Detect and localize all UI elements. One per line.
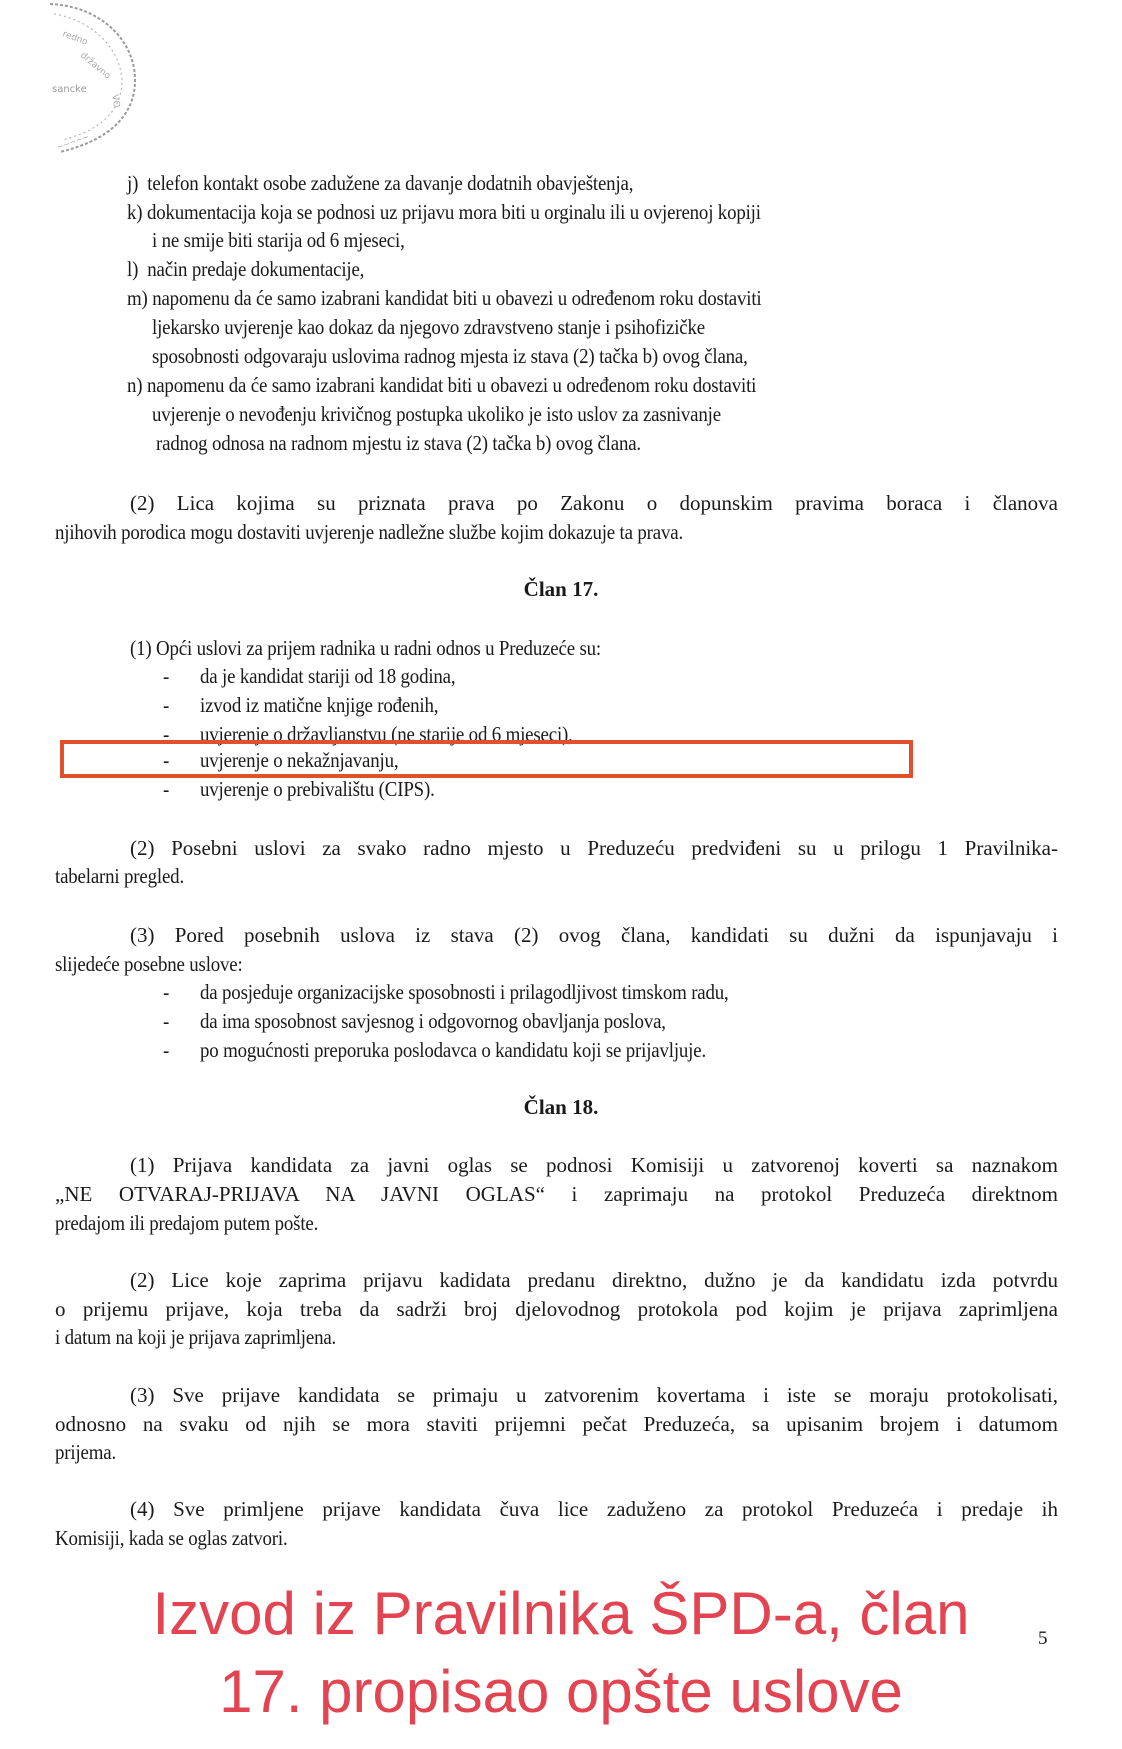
svg-text:sancke: sancke <box>52 84 87 95</box>
svg-text:redno: redno <box>60 29 89 48</box>
paragraph-2-line-1: (2) Lica kojima su priznata prava po Zakonu o dopunskim pravima boraca i članova <box>130 491 1058 515</box>
list-label: j) <box>127 171 139 195</box>
list-item-k-cont: i ne smije biti starija od 6 mjeseci, <box>152 228 405 252</box>
article-18-para-3-line-2: odnosno na svaku od njih se mora staviti prijemni pečat Preduzeća, sa upisanim brojem i datumom <box>55 1412 1058 1436</box>
article-17-para-3-line-1: (3) Pored posebnih uslova iz stava (2) ovog člana, kandidati su dužni da ispunjavaju i <box>130 923 1058 947</box>
article-18-para-2-line-2: o prijemu prijave, koja treba da sadrži broj djelovodnog protokola pod kojim je prijava zaprimljena <box>55 1297 1058 1321</box>
bullet: - <box>163 1009 170 1033</box>
article-17-para-2-line-1: (2) Posebni uslovi za svako radno mjesto u Preduzeću predviđeni su u prilogu 1 Pravilnika- <box>130 836 1058 860</box>
list-item-j <box>127 169 633 197</box>
special-condition-text: po mogućnosti preporuka poslodavca o kandidatu koji se prijavljuje. <box>200 1038 707 1062</box>
list-text: telefon kontakt osobe zadužene za davanje dodatnih obavještenja, <box>147 171 634 195</box>
official-stamp-icon <box>40 0 155 160</box>
article-18-para-2-line-1: (2) Lice koje zaprima prijavu kadidata predanu direktno, dužno je da kandidatu izda potvrdu <box>130 1268 1058 1292</box>
condition-text-highlighted: uvjerenje o nekažnjavanju, <box>200 748 399 772</box>
article-18-heading: Član 18. <box>523 1095 599 1119</box>
special-condition-item <box>163 1007 169 1035</box>
article-18-para-1-line-2: „NE OTVARAJ-PRIJAVA NA JAVNI OGLAS“ i zaprimaju na protokol Preduzeća direktnom <box>55 1182 1058 1206</box>
list-item-m-cont: sposobnosti odgovaraju uslovima radnog mjesta iz stava (2) tačka b) ovog člana, <box>152 344 748 368</box>
condition-item <box>163 662 169 690</box>
list-label: l) <box>127 257 139 281</box>
list-text: način predaje dokumentacije, <box>147 257 365 281</box>
list-item-m-cont: ljekarsko uvjerenje kao dokaz da njegovo zdravstveno stanje i psihofizičke <box>152 315 705 339</box>
article-17-para-2-line-2: tabelarni pregled. <box>55 864 185 888</box>
condition-item <box>163 775 169 803</box>
article-18-para-4-line-1: (4) Sve primljene prijave kandidata čuva lice zaduženo za protokol Preduzeća i predaje ih <box>130 1497 1058 1521</box>
list-text: dokumentacija koja se podnosi uz prijavu mora biti u orginalu ili u ovjerenoj kopiji <box>146 200 761 224</box>
list-label: k) <box>127 200 143 224</box>
list-item-m <box>127 284 762 312</box>
condition-item <box>163 691 169 719</box>
article-18-para-4-line-2: Komisiji, kada se oglas zatvori. <box>55 1526 288 1550</box>
list-item-n <box>127 371 756 399</box>
list-item-n-cont: radnog odnosa na radnom mjestu iz stava (2) tačka b) ovog člana. <box>156 431 641 455</box>
list-label: n) <box>127 373 143 397</box>
bullet: - <box>163 748 170 772</box>
article-18-para-2-line-3: i datum na koji je prijava zaprimljena. <box>55 1325 337 1349</box>
bullet: - <box>163 1038 170 1062</box>
svg-text:~~~~~: ~~~~~ <box>55 131 91 152</box>
special-condition-item <box>163 1036 169 1064</box>
condition-text: izvod iz matične knjige rođenih, <box>200 693 439 717</box>
page-number: 5 <box>1038 1628 1048 1649</box>
list-item-k <box>127 198 761 226</box>
bullet: - <box>163 664 170 688</box>
special-condition-text: da posjeduje organizacijske sposobnosti i prilagodljivost timskom radu, <box>200 980 729 1004</box>
special-condition-item <box>163 978 169 1006</box>
caption-line-1: Izvod iz Pravilnika ŠPD-a, član <box>152 1580 970 1647</box>
svg-text:VO: VO <box>109 93 122 109</box>
article-18-para-1-line-3: predajom ili predajom putem pošte. <box>55 1211 319 1235</box>
special-condition-text: da ima sposobnost savjesnog i odgovornog obavljanja poslova, <box>200 1009 666 1033</box>
list-item-n-cont: uvjerenje o nevođenju krivičnog postupka ukoliko je isto uslov za zasnivanje <box>152 402 721 426</box>
bullet: - <box>163 980 170 1004</box>
article-18-para-3-line-3: prijema. <box>55 1440 117 1464</box>
bullet: - <box>163 777 170 801</box>
list-label: m) <box>127 286 148 310</box>
caption-line-2: 17. propisao opšte uslove <box>219 1658 903 1725</box>
article-18-para-3-line-1: (3) Sve prijave kandidata se primaju u zatvorenim kovertama i iste se moraju protokolisati, <box>130 1383 1058 1407</box>
bullet: - <box>163 722 170 746</box>
condition-text: uvjerenje o prebivalištu (CIPS). <box>200 777 435 801</box>
article-18-para-1-line-1: (1) Prijava kandidata za javni oglas se podnosi Komisiji u zatvorenoj koverti sa naznakom <box>130 1153 1058 1177</box>
list-item-l <box>127 255 364 283</box>
highlight-box <box>60 740 913 778</box>
article-17-heading: Član 17. <box>523 577 599 601</box>
article-17-para-3-line-2: slijedeće posebne uslove: <box>55 952 243 976</box>
paragraph-2-line-2: njihovih porodica mogu dostaviti uvjerenje nadležne službe kojim dokazuje ta prava. <box>55 520 684 544</box>
list-text: napomenu da će samo izabrani kandidat biti u obavezi u određenom roku dostaviti <box>152 286 762 310</box>
svg-text:državno: državno <box>78 50 113 82</box>
bullet: - <box>163 693 170 717</box>
list-text: napomenu da će samo izabrani kandidat biti u obavezi u određenom roku dostaviti <box>146 373 757 397</box>
condition-text: da je kandidat stariji od 18 godina, <box>200 664 456 688</box>
condition-text: uvjerenje o državljanstvu (ne starije od 6 mjeseci), <box>200 722 573 746</box>
article-17-para-1-intro: (1) Opći uslovi za prijem radnika u radni odnos u Preduzeće su: <box>130 636 602 660</box>
